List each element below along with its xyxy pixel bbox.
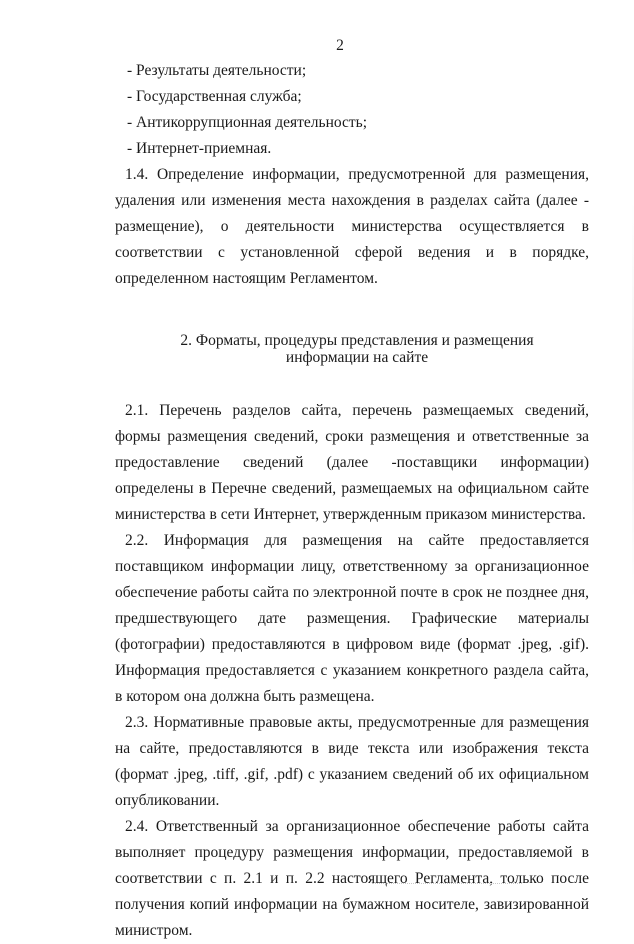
section-title-line-2: информации на сайте — [285, 349, 429, 366]
paragraph-1-4: 1.4. Определение информации, предусмотренной для размещения, удаления или изменения места нахождения в разделах сайта (далее - размещение), о деятельности министерства осуществляется в соответствии с установленной сферой ведения и в порядке, определенном настоящим Регламентом. — [115, 166, 589, 287]
list-item: - Государственная служба; — [127, 88, 302, 105]
list-item: - Интернет-приемная. — [127, 140, 272, 157]
scan-artifact-line — [372, 883, 522, 884]
document-body — [115, 58, 589, 944]
paragraph-2-2: 2.2. Информация для размещения на сайте предоставляется поставщиком информации лицу, ответственному за организационное обеспечение работы сайта по электронной почте в срок не позднее дня, предшествующего дате размещения. Графические материалы (фотографии) предоставляются в цифровом виде (формат .jpeg, .gif). Информация предоставляется с указанием конкретного раздела сайта, в котором она должна быть размещена. — [115, 532, 589, 705]
paragraph-2-3: 2.3. Нормативные правовые акты, предусмотренные для размещения на сайте, предоставляются в виде текста или изображения текста (формат .jpeg, .tiff, .gif, .pdf) с указанием сведений об их официальном опубликовании. — [115, 714, 589, 809]
list-item: - Антикоррупционная деятельность; — [127, 114, 368, 131]
page-number: 2 — [336, 37, 344, 54]
paragraph-2-4: 2.4. Ответственный за организационное обеспечение работы сайта выполняет процедуру размещения информации, предоставляемой в соответствии с п. 2.1 и п. 2.2 настоящего Регламента, только после получения копий информации на бумажном носителе, завизированной министром. — [115, 818, 589, 939]
list-item: - Результаты деятельности; — [127, 62, 307, 79]
section-title — [115, 332, 589, 366]
section-title-line-1: 2. Форматы, процедуры представления и размещения — [180, 332, 534, 349]
paragraph-2-1: 2.1. Перечень разделов сайта, перечень размещаемых сведений, формы размещения сведений, сроки размещения и ответственные за предоставление сведений (далее -поставщики информации) определены в Перечне сведений, размещаемых на официальном сайте министерства в сети Интернет, утвержденным приказом министерства. — [115, 402, 589, 523]
